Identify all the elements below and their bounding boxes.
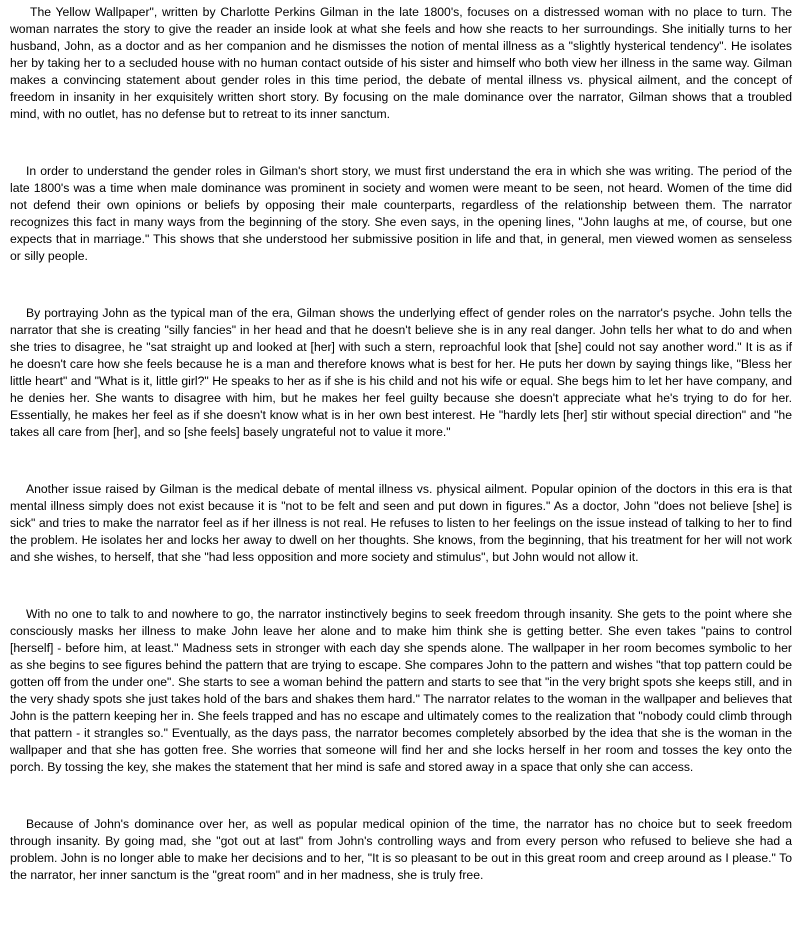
essay-paragraph-4: Another issue raised by Gilman is the medical debate of mental illness vs. physical ailment. Popular opinion of the doctors in this era is that mental illness simply does not exist because it is "not to be felt and seen and put down in figures." As a doctor, John "does not believe [she] is sick" and tries to make the narrator feel as if her illness is not real. He refuses to listen to her feelings on the issue instead of talking to her to find the problem. He isolates her and locks her away to dwell on her thoughts. She knows, from the beginning, that his treatment for her will not work and she wishes, to herself, that she "had less opposition and more society and stimulus", but John would not allow it. bbox=[10, 482, 792, 564]
essay-paragraph-6: Because of John's dominance over her, as well as popular medical opinion of the time, the narrator has no choice but to seek freedom through insanity. By going mad, she "got out at last" from John's controlling ways and from every person who refused to believe she had a problem. John is no longer able to make her decisions and to her, "It is so pleasant to be out in this great room and creep around as I please." To the narrator, her inner sanctum is the "great room" and in her madness, she is truly free. bbox=[10, 817, 792, 882]
essay-paragraph-3: By portraying John as the typical man of the era, Gilman shows the underlying effect of gender roles on the narrator's psyche. John tells the narrator that she is creating "silly fancies" in her head and that he doesn't believe she is in any real danger. John tells her what to do and when she tries to disagree, he "sat straight up and looked at [her] with such a stern, reproachful look that [she] could not say another word." It is as if he doesn't care how she feels because he is a man and therefore knows what is best for her. He puts her down by saying things like, "Bless her little heart" and "What is it, little girl?" He speaks to her as if she is his child and not his wife or equal. She begs him to let her have company, and he denies her. She wants to disagree with him, but he makes her feel guilty because she doesn't appreciate what he's trying to do for her. Essentially, he makes her feel as if she doesn't know what is in her own best interest. He "hardly lets [her] stir without special direction" and "he takes all care from [her], and so [she feels] basely ungrateful not to value it more." bbox=[10, 306, 792, 439]
essay-paragraph-2: In order to understand the gender roles in Gilman's short story, we must first understand the era in which she was writing. The period of the late 1800's was a time when male dominance was prominent in society and women were meant to be seen, not heard. Women of the time did not defend their own opinions or beliefs by opposing their male counterparts, regardless of the relationship between them. The narrator recognizes this fact in many ways from the beginning of the story. She even says, in the opening lines, "John laughs at me, of course, but one expects that in marriage." This shows that she understood her submissive position in life and that, in general, men viewed women as senseless or silly people. bbox=[10, 164, 792, 263]
essay-paragraph-5: With no one to talk to and nowhere to go, the narrator instinctively begins to seek freedom through insanity. She gets to the point where she consciously masks her illness to make John leave her alone and to make him think she is getting better. She even takes "pains to control [herself] - before him, at least." Madness sets in stronger with each day she spends alone. The wallpaper in her room becomes symbolic to her as she begins to see figures behind the pattern that are trying to escape. She compares John to the pattern and wishes "that top pattern could be gotten off from the under one". She starts to see a woman behind the pattern and starts to see that "in the very bright spots she keeps still, and in the very shady spots she just takes hold of the bars and shakes them hard." The narrator relates to the woman in the wallpaper and believes that John is the pattern keeping her in. She feels trapped and has no escape and ultimately comes to the realization that "nobody could climb through that pattern - it strangles so." Eventually, as the days pass, the narrator becomes completely absorbed by the idea that she is the woman in the wallpaper and that she has gotten free. She worries that someone will find her and she locks herself in her room and tosses the key onto the porch. By tossing the key, she makes the statement that her mind is safe and stored away in a space that only she can access. bbox=[10, 607, 792, 774]
essay-paragraph-1: The Yellow Wallpaper", written by Charlotte Perkins Gilman in the late 1800's, focuses on a distressed woman with no place to turn. The woman narrates the story to give the reader an inside look at what she feels and how she reacts to her surroundings. She initially turns to her husband, John, as a doctor and as her companion and he dismisses the notion of mental illness as a "slightly hysterical tendency". He isolates her by taking her to a secluded house with no human contact outside of his sister and himself who both view her illness in the same way. Gilman makes a convincing statement about gender roles in this time period, the debate of mental illness vs. physical ailment, and the concept of freedom in insanity in her exquisitely written short story. By focusing on the male dominance over the narrator, Gilman shows that a troubled mind, with no outlet, has no defense but to retreat to its inner sanctum. bbox=[10, 5, 792, 121]
